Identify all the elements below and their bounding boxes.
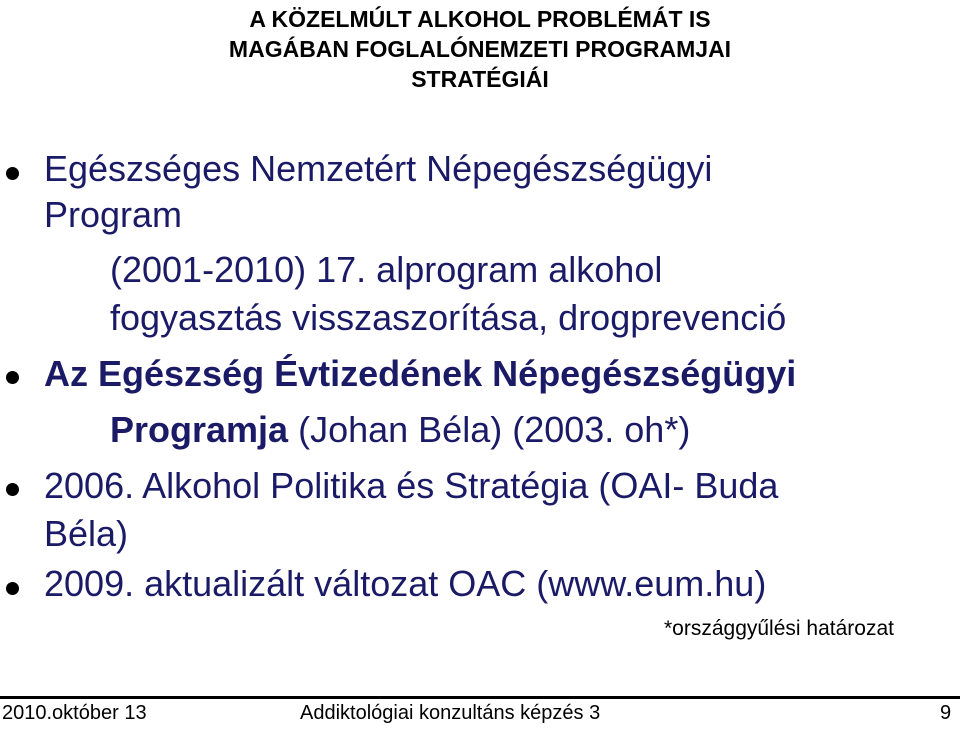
- bullet-2-line-1: Az Egészség Évtizedének Népegészségügyi: [44, 353, 797, 394]
- footer-course: Addiktológiai konzultáns képzés 3: [300, 702, 601, 724]
- bullet-1-sub-line-2: fogyasztás visszaszorítása, drogprevenció: [110, 297, 787, 338]
- bullet-dot-3: [6, 483, 19, 496]
- bullet-1-line-1: Egészséges Nemzetért Népegészségügyi: [44, 148, 713, 189]
- bullet-1-line-2: Program: [44, 194, 183, 235]
- footer-page-number: 9: [940, 702, 952, 724]
- footnote: *országgyűlési határozat: [664, 617, 894, 640]
- bullet-2-bold-text: Programja: [110, 409, 289, 450]
- footer-date: 2010.október 13: [2, 702, 147, 724]
- bullet-dot-4: [6, 582, 19, 595]
- bullet-1-sub-line-1: (2001-2010) 17. alprogram alkohol: [110, 249, 663, 290]
- slide-footer: [0, 696, 960, 727]
- bullet-dot-1: [6, 167, 19, 180]
- title-line-2: MAGÁBAN FOGLALÓNEMZETI PROGRAMJAI: [228, 36, 732, 62]
- slide-title: [0, 4, 960, 94]
- title-line-3: STRATÉGIÁI: [411, 66, 549, 92]
- bullet-dot-2: [6, 371, 19, 384]
- bullet-2-line-2: [110, 410, 690, 450]
- bullet-3-line-1: 2006. Alkohol Politika és Stratégia (OAI- Buda: [44, 465, 779, 506]
- bullet-3-line-2: Béla): [44, 513, 129, 554]
- bullet-2-rest-text: (Johan Béla) (2003. oh*): [288, 409, 691, 450]
- title-line-1: A KÖZELMÚLT ALKOHOL PROBLÉMÁT IS: [249, 6, 711, 32]
- bullet-4-line-1: 2009. aktualizált változat OAC (www.eum.hu): [44, 563, 767, 604]
